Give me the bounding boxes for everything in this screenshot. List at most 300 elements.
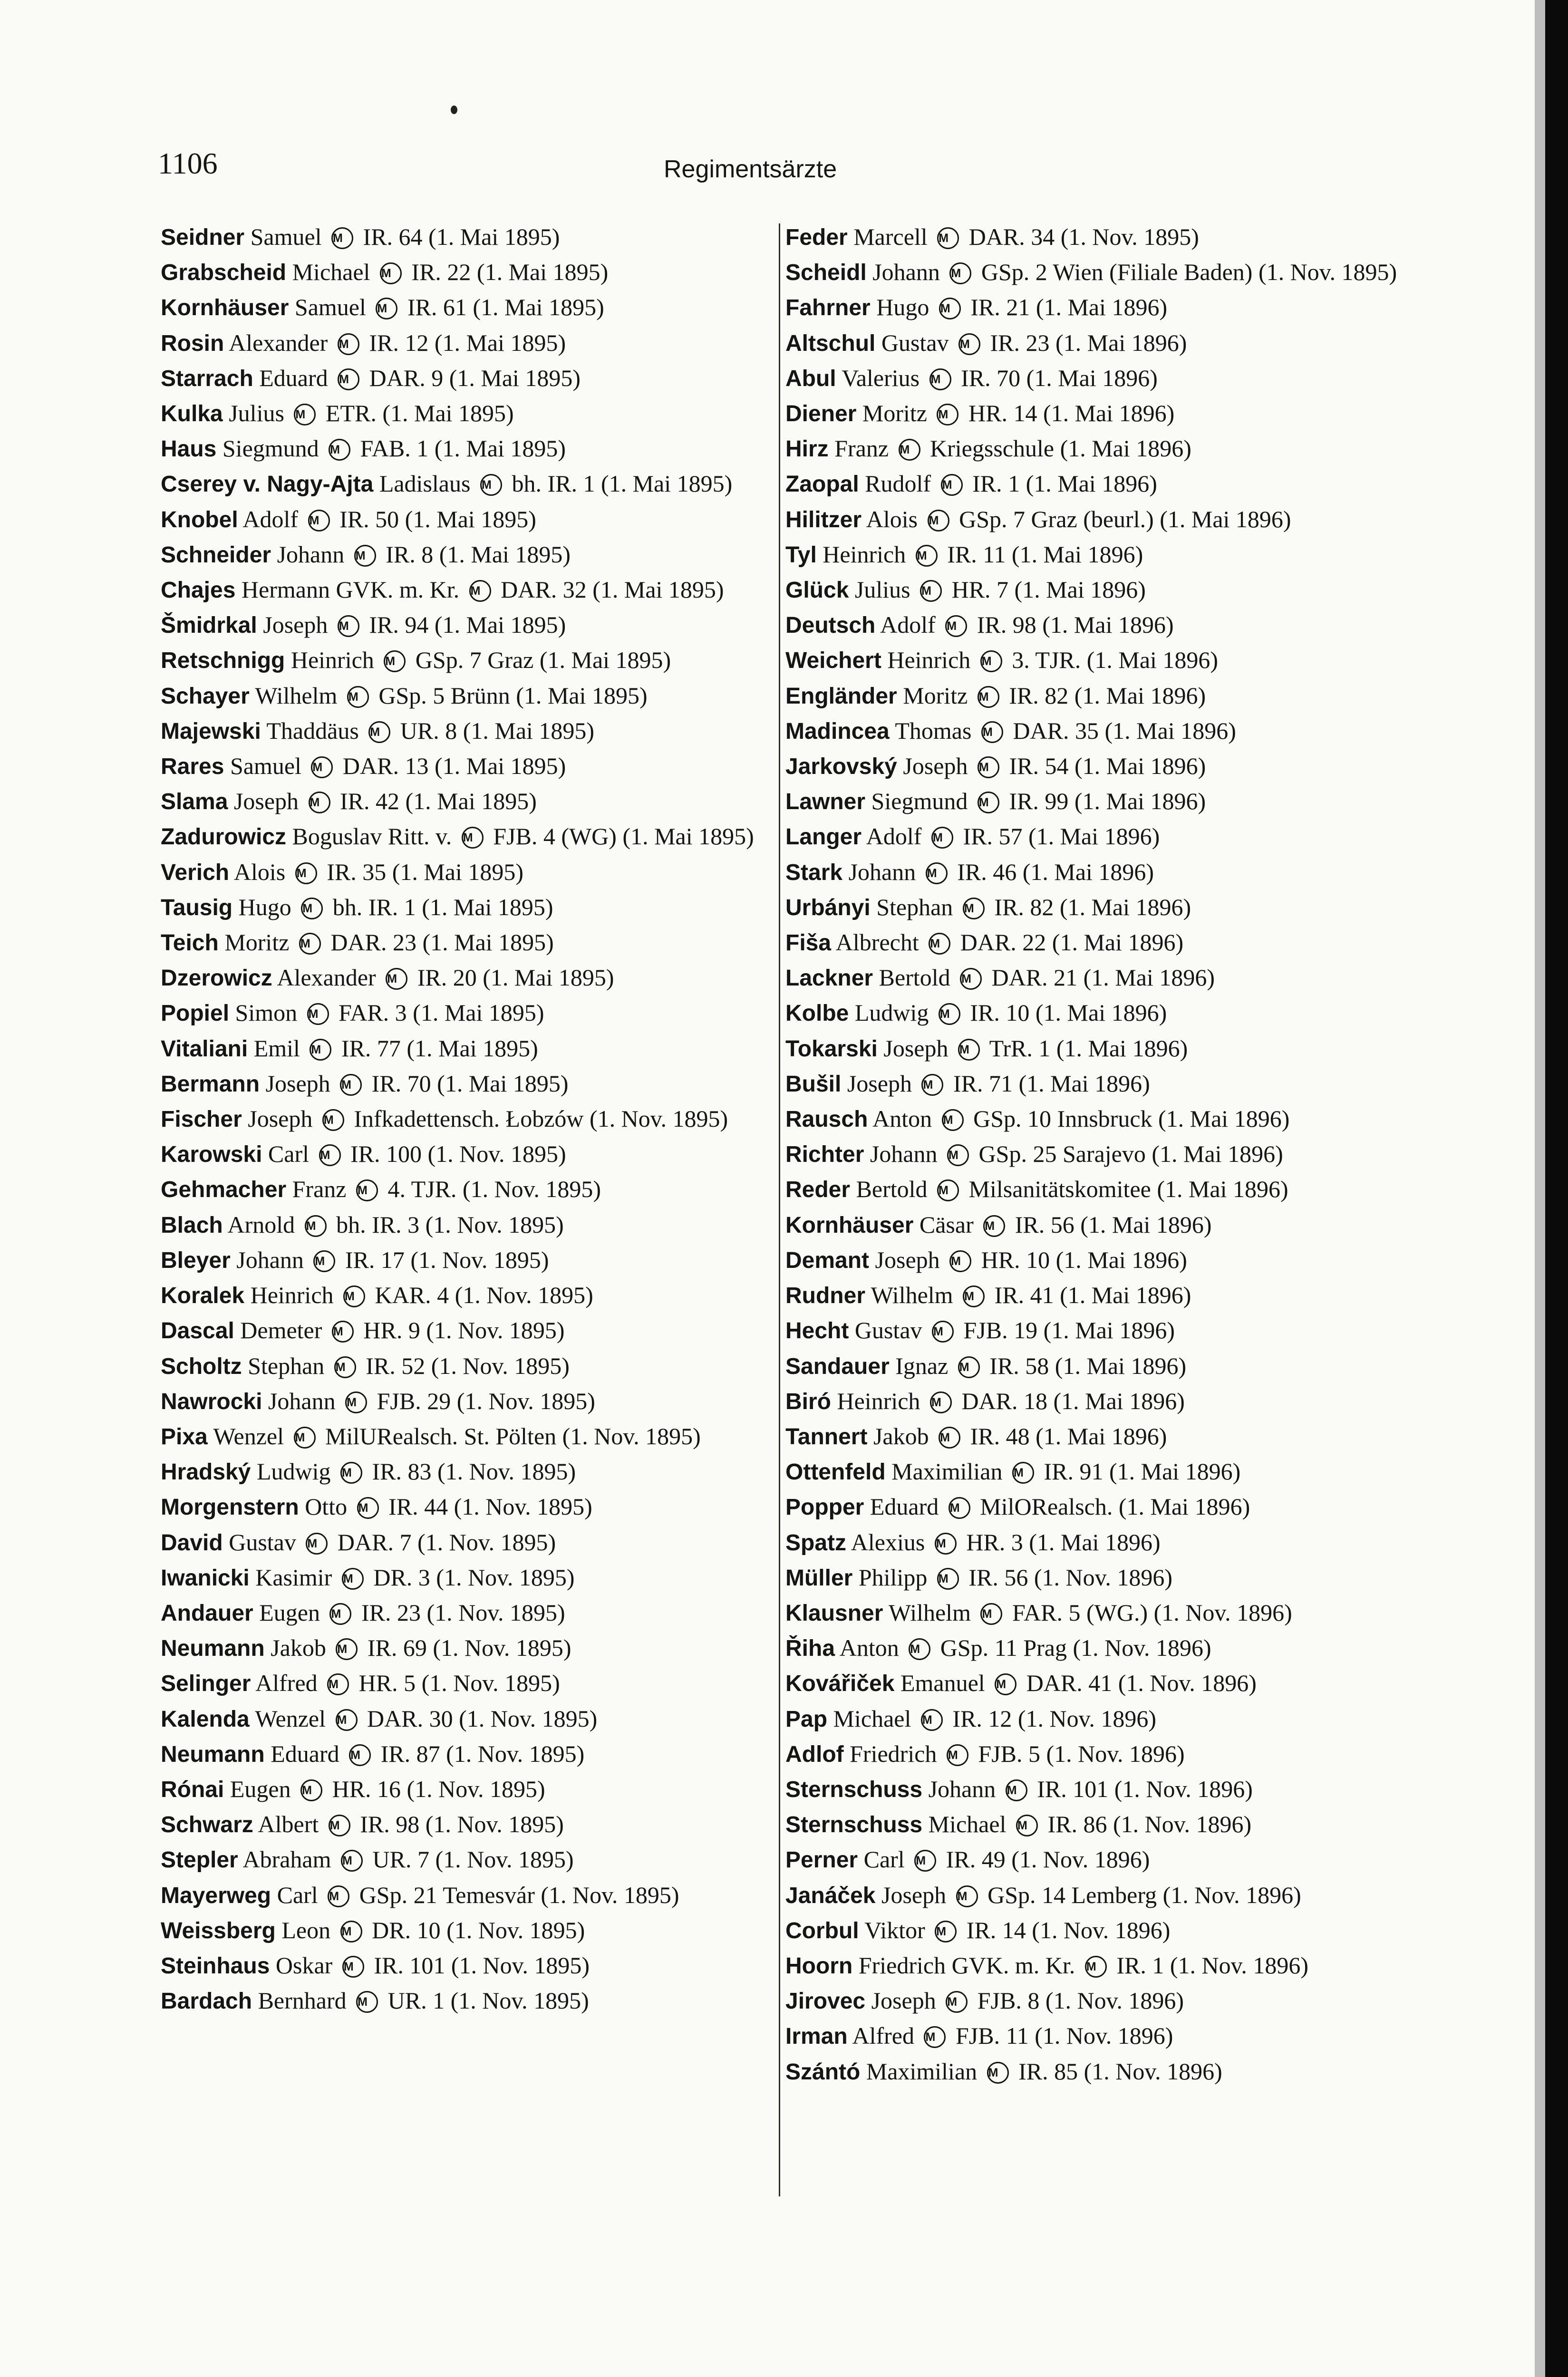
- entry-given-name: Gustav: [854, 1317, 922, 1344]
- register-entry: [785, 1666, 1403, 1701]
- register-entry: [161, 466, 779, 502]
- register-entry: [785, 1031, 1403, 1066]
- entry-given-name: Thaddäus: [266, 717, 359, 744]
- entry-surname: Rónai: [161, 1777, 224, 1802]
- entry-details: IR. 70 (1. Mai 1895): [371, 1070, 569, 1097]
- register-entry: [785, 1172, 1403, 1207]
- entry-surname: Perner: [785, 1847, 858, 1873]
- register-entry: [161, 1525, 779, 1560]
- entry-given-name: Ludwig: [256, 1458, 331, 1485]
- register-entry: [161, 1313, 779, 1348]
- entry-given-name: Hugo: [876, 294, 929, 321]
- m-circle-icon: M: [307, 1003, 329, 1025]
- entry-given-name: Alexander: [277, 964, 376, 991]
- entry-details: FJB. 19 (1. Mai 1896): [963, 1317, 1175, 1344]
- entry-surname: Szántó: [785, 2059, 861, 2085]
- entry-given-name: Joseph: [875, 1246, 940, 1273]
- register-entry: [161, 678, 779, 714]
- entry-details: IR. 23 (1. Nov. 1895): [361, 1599, 565, 1626]
- entry-given-name: Kasimir: [255, 1564, 332, 1591]
- register-entry: [785, 431, 1403, 466]
- entry-details: Milsanitätskomitee (1. Mai 1896): [968, 1176, 1288, 1203]
- entry-details: HR. 10 (1. Mai 1896): [981, 1246, 1187, 1273]
- entry-surname: Tokarski: [785, 1036, 878, 1062]
- register-entry: [161, 1913, 779, 1948]
- entry-details: DAR. 9 (1. Mai 1895): [369, 364, 581, 391]
- entry-details: HR. 5 (1. Nov. 1895): [358, 1670, 560, 1697]
- entry-surname: Adlof: [785, 1741, 844, 1767]
- entry-surname: Weissberg: [161, 1918, 276, 1943]
- m-circle-icon: M: [328, 1885, 349, 1907]
- register-entry: [785, 572, 1403, 608]
- register-entry: [161, 1701, 779, 1737]
- m-circle-icon: M: [338, 368, 359, 390]
- entry-surname: Pap: [785, 1706, 828, 1732]
- register-entry: [785, 1066, 1403, 1102]
- entry-surname: Scholtz: [161, 1353, 242, 1379]
- entry-details: IR. 91 (1. Mai 1896): [1044, 1458, 1241, 1485]
- m-circle-icon: M: [300, 1779, 322, 1801]
- m-circle-icon: M: [336, 1709, 358, 1731]
- entry-given-name: Alfred: [255, 1670, 318, 1697]
- entry-given-name: Friedrich GVK. m. Kr.: [858, 1952, 1075, 1979]
- entry-surname: Jarkovský: [785, 754, 897, 780]
- m-circle-icon: M: [942, 1109, 964, 1131]
- entry-details: IR. 23 (1. Mai 1896): [990, 329, 1187, 356]
- entry-surname: Knobel: [161, 507, 238, 532]
- entry-given-name: Moritz: [903, 682, 968, 709]
- entry-given-name: Bertold: [879, 964, 950, 991]
- m-circle-icon: M: [368, 721, 390, 743]
- m-circle-icon: M: [935, 1533, 957, 1555]
- entry-details: IR. 101 (1. Nov. 1896): [1037, 1775, 1253, 1802]
- entry-surname: Šmidrkal: [161, 613, 257, 638]
- entry-details: IR. 50 (1. Mai 1895): [339, 505, 536, 532]
- register-entry: [161, 502, 779, 537]
- entry-given-name: Thomas: [895, 717, 972, 744]
- entry-details: IR. 48 (1. Mai 1896): [970, 1422, 1167, 1449]
- entry-given-name: Maximilian: [891, 1458, 1003, 1485]
- entry-surname: Zadurowicz: [161, 824, 287, 850]
- register-entry: [785, 361, 1403, 396]
- register-entry: [161, 361, 779, 396]
- register-entry: [161, 643, 779, 678]
- entry-surname: Rosin: [161, 330, 224, 356]
- m-circle-icon: M: [301, 898, 323, 919]
- entry-details: IR. 20 (1. Mai 1895): [417, 964, 614, 991]
- entry-surname: Dascal: [161, 1318, 234, 1344]
- entry-details: 3. TJR. (1. Mai 1896): [1012, 647, 1219, 674]
- entry-details: IR. 1 (1. Mai 1896): [972, 470, 1157, 497]
- entry-surname: Madincea: [785, 718, 890, 744]
- entry-details: FAR. 3 (1. Mai 1895): [339, 999, 544, 1026]
- m-circle-icon: M: [945, 615, 967, 637]
- entry-surname: Kornhäuser: [161, 295, 289, 321]
- entry-details: 4. TJR. (1. Nov. 1895): [387, 1176, 601, 1203]
- register-entry: [161, 1349, 779, 1384]
- entry-surname: Karowski: [161, 1142, 262, 1168]
- entry-surname: Chajes: [161, 578, 236, 603]
- entry-details: FJB. 11 (1. Nov. 1896): [955, 2022, 1173, 2049]
- entry-given-name: Carl: [277, 1881, 318, 1908]
- entry-details: IR. 57 (1. Mai 1896): [963, 823, 1160, 850]
- entry-given-name: Adolf: [880, 611, 936, 638]
- entry-details: IR. 22 (1. Mai 1895): [411, 259, 609, 286]
- entry-details: IR. 52 (1. Nov. 1895): [366, 1352, 570, 1379]
- register-entry: [161, 819, 779, 854]
- register-entry: [161, 1031, 779, 1066]
- m-circle-icon: M: [978, 686, 999, 708]
- register-entry: [785, 255, 1403, 290]
- entry-details: KAR. 4 (1. Nov. 1895): [375, 1282, 593, 1309]
- register-entry: [161, 1454, 779, 1489]
- entry-details: DAR. 21 (1. Mai 1896): [991, 964, 1215, 991]
- entry-given-name: Wilhelm: [255, 682, 338, 709]
- entry-details: IR. 56 (1. Nov. 1896): [968, 1564, 1173, 1591]
- entry-surname: Retschnigg: [161, 648, 285, 674]
- entry-details: GSp. 11 Prag (1. Nov. 1896): [940, 1634, 1211, 1662]
- m-circle-icon: M: [345, 1391, 367, 1413]
- entry-surname: Steinhaus: [161, 1953, 270, 1979]
- entry-surname: Fischer: [161, 1107, 242, 1132]
- entry-surname: Kolbe: [785, 1001, 849, 1026]
- register-entry: [785, 396, 1403, 431]
- register-entry: [785, 643, 1403, 678]
- entry-details: IR. 98 (1. Nov. 1895): [360, 1811, 564, 1838]
- m-circle-icon: M: [958, 1039, 980, 1061]
- entry-given-name: Franz: [834, 435, 889, 462]
- entry-given-name: Johann: [277, 541, 345, 568]
- entry-details: IR. 1 (1. Nov. 1896): [1116, 1952, 1308, 1979]
- register-entry: [161, 1842, 779, 1877]
- entry-details: MilURealsch. St. Pölten (1. Nov. 1895): [325, 1422, 701, 1449]
- entry-surname: Sternschuss: [785, 1777, 923, 1802]
- entry-given-name: Moritz: [224, 929, 290, 956]
- register-entry: [785, 608, 1403, 643]
- m-circle-icon: M: [480, 474, 502, 496]
- entry-surname: Glück: [785, 578, 849, 603]
- register-entry: [785, 2019, 1403, 2054]
- entry-given-name: Bertold: [856, 1176, 928, 1203]
- register-entry: [161, 1419, 779, 1454]
- entry-given-name: Ignaz: [895, 1352, 949, 1379]
- m-circle-icon: M: [947, 1144, 969, 1166]
- m-circle-icon: M: [956, 1885, 978, 1907]
- left-column: [161, 220, 779, 2019]
- m-circle-icon: M: [327, 1673, 349, 1695]
- register-entry: [161, 290, 779, 325]
- register-entry: [161, 1631, 779, 1666]
- entry-given-name: Gustav: [881, 329, 949, 356]
- right-column: [785, 220, 1403, 2089]
- entry-details: IR. 82 (1. Mai 1896): [1009, 682, 1206, 709]
- entry-surname: Kalenda: [161, 1706, 250, 1732]
- entry-details: DR. 3 (1. Nov. 1895): [373, 1564, 575, 1591]
- register-entry: [785, 784, 1403, 819]
- m-circle-icon: M: [958, 333, 980, 355]
- register-entry: [785, 326, 1403, 361]
- entry-given-name: Wenzel: [213, 1422, 284, 1449]
- m-circle-icon: M: [929, 368, 951, 390]
- register-entry: [785, 1772, 1403, 1807]
- entry-given-name: Siegmund: [871, 788, 968, 815]
- m-circle-icon: M: [329, 1603, 351, 1625]
- entry-given-name: Anton: [872, 1105, 932, 1132]
- entry-details: DAR. 35 (1. Mai 1896): [1013, 717, 1236, 744]
- m-circle-icon: M: [921, 1709, 943, 1731]
- m-circle-icon: M: [310, 1039, 331, 1061]
- entry-surname: Schneider: [161, 542, 271, 568]
- m-circle-icon: M: [462, 827, 484, 849]
- entry-surname: Müller: [785, 1565, 853, 1591]
- m-circle-icon: M: [341, 1850, 363, 1872]
- entry-surname: Lawner: [785, 789, 866, 815]
- entry-surname: Bleyer: [161, 1247, 231, 1273]
- entry-given-name: Michael: [833, 1705, 911, 1732]
- register-entry: [161, 1560, 779, 1595]
- m-circle-icon: M: [929, 933, 950, 955]
- entry-given-name: Valerius: [842, 364, 920, 391]
- entry-given-name: Joseph: [233, 788, 299, 815]
- m-circle-icon: M: [932, 1321, 954, 1343]
- register-entry: [785, 1842, 1403, 1877]
- register-entry: [161, 784, 779, 819]
- m-circle-icon: M: [347, 686, 369, 708]
- m-circle-icon: M: [469, 580, 491, 602]
- entry-surname: Neumann: [161, 1636, 265, 1662]
- entry-surname: Řiha: [785, 1636, 835, 1662]
- m-circle-icon: M: [343, 1285, 365, 1307]
- m-circle-icon: M: [322, 1109, 344, 1131]
- entry-surname: Neumann: [161, 1741, 265, 1767]
- entry-details: IR. 94 (1. Mai 1895): [369, 611, 566, 638]
- entry-given-name: Julius: [854, 576, 910, 603]
- entry-surname: Jirovec: [785, 1989, 866, 2014]
- entry-details: GSp. 14 Lemberg (1. Nov. 1896): [987, 1881, 1301, 1908]
- register-entry: [161, 855, 779, 890]
- register-entry: [161, 995, 779, 1031]
- register-entry: [785, 1560, 1403, 1595]
- entry-details: IR. 8 (1. Mai 1895): [386, 541, 571, 568]
- entry-given-name: Jakob: [873, 1422, 929, 1449]
- entry-surname: Seidner: [161, 225, 245, 250]
- register-entry: [161, 714, 779, 749]
- entry-surname: Iwanicki: [161, 1565, 250, 1591]
- entry-given-name: Demeter: [240, 1317, 322, 1344]
- entry-details: FJB. 4 (WG) (1. Mai 1895): [493, 823, 754, 850]
- entry-given-name: Stephan: [248, 1352, 325, 1379]
- entry-details: IR. 101 (1. Nov. 1895): [374, 1952, 590, 1979]
- m-circle-icon: M: [899, 439, 920, 461]
- register-entry: [161, 1489, 779, 1525]
- entry-details: TrR. 1 (1. Mai 1896): [989, 1034, 1188, 1062]
- entry-details: IR. 12 (1. Nov. 1896): [952, 1705, 1157, 1732]
- entry-details: IR. 46 (1. Mai 1896): [957, 858, 1154, 885]
- register-entry: [161, 1102, 779, 1137]
- entry-surname: Kovářiček: [785, 1671, 895, 1697]
- entry-surname: Klausner: [785, 1600, 883, 1626]
- entry-surname: Hirz: [785, 436, 829, 462]
- entry-given-name: Anton: [839, 1634, 899, 1662]
- page-number: 1106: [158, 146, 218, 180]
- entry-details: MilORealsch. (1. Mai 1896): [980, 1493, 1250, 1520]
- entry-surname: Weichert: [785, 648, 881, 674]
- register-entry: [161, 1948, 779, 1983]
- entry-surname: Nawrocki: [161, 1389, 262, 1414]
- entry-given-name: Jakob: [271, 1634, 326, 1662]
- entry-details: DAR. 41 (1. Nov. 1896): [1026, 1670, 1257, 1697]
- entry-given-name: Boguslav Ritt. v.: [292, 823, 452, 850]
- m-circle-icon: M: [340, 1074, 362, 1096]
- entry-given-name: Carl: [268, 1140, 310, 1168]
- m-circle-icon: M: [949, 1250, 971, 1272]
- m-circle-icon: M: [380, 262, 402, 284]
- m-circle-icon: M: [995, 1673, 1016, 1695]
- m-circle-icon: M: [349, 1744, 371, 1766]
- register-entry: [161, 890, 779, 925]
- m-circle-icon: M: [920, 580, 942, 602]
- entry-given-name: Alois: [233, 858, 286, 885]
- entry-given-name: Joseph: [263, 611, 328, 638]
- register-entry: [161, 1666, 779, 1701]
- register-entry: [785, 1701, 1403, 1737]
- m-circle-icon: M: [1016, 1815, 1038, 1836]
- register-entry: [785, 1102, 1403, 1137]
- register-entry: [785, 466, 1403, 502]
- entry-details: Kriegsschule (1. Mai 1896): [930, 435, 1191, 462]
- entry-given-name: Ludwig: [854, 999, 929, 1026]
- entry-given-name: Hermann GVK. m. Kr.: [241, 576, 460, 603]
- entry-given-name: Joseph: [883, 1034, 949, 1062]
- register-entry: [785, 1454, 1403, 1489]
- m-circle-icon: M: [939, 1003, 960, 1025]
- m-circle-icon: M: [941, 474, 963, 496]
- register-entry: [785, 1631, 1403, 1666]
- entry-surname: Tyl: [785, 542, 817, 568]
- entry-details: IR. 17 (1. Nov. 1895): [345, 1246, 549, 1273]
- entry-given-name: Leon: [281, 1916, 331, 1943]
- register-entry: [785, 819, 1403, 854]
- register-entry: [785, 537, 1403, 572]
- entry-details: IR. 42 (1. Mai 1895): [340, 788, 537, 815]
- entry-surname: Altschul: [785, 330, 876, 356]
- m-circle-icon: M: [356, 1179, 378, 1201]
- entry-given-name: Samuel: [294, 294, 366, 321]
- entry-details: IR. 98 (1. Mai 1896): [977, 611, 1174, 638]
- entry-given-name: Alois: [866, 505, 918, 532]
- m-circle-icon: M: [332, 1321, 354, 1343]
- entry-given-name: Johann: [268, 1387, 336, 1414]
- m-circle-icon: M: [939, 298, 961, 319]
- entry-given-name: Heinrich: [837, 1387, 920, 1414]
- entry-surname: Sternschuss: [785, 1812, 923, 1838]
- entry-given-name: Moritz: [862, 400, 927, 427]
- entry-surname: Blach: [161, 1212, 223, 1238]
- entry-surname: Grabscheid: [161, 260, 287, 286]
- entry-details: IR. 87 (1. Nov. 1895): [380, 1740, 585, 1767]
- entry-given-name: Joseph: [265, 1070, 330, 1097]
- entry-given-name: Johann: [870, 1140, 938, 1168]
- entry-surname: Vitaliani: [161, 1036, 248, 1062]
- entry-details: bh. IR. 1 (1. Mai 1895): [332, 893, 553, 920]
- register-entry: [785, 1243, 1403, 1278]
- register-entry: [785, 1737, 1403, 1772]
- m-circle-icon: M: [340, 1921, 362, 1942]
- m-circle-icon: M: [939, 1427, 960, 1449]
- entry-surname: Stark: [785, 860, 843, 885]
- entry-details: DAR. 18 (1. Mai 1896): [961, 1387, 1185, 1414]
- register-entry: [785, 1595, 1403, 1631]
- register-entry: [785, 1384, 1403, 1419]
- m-circle-icon: M: [306, 1533, 328, 1555]
- entry-given-name: Joseph: [847, 1070, 912, 1097]
- entry-given-name: Alexius: [851, 1528, 925, 1556]
- entry-given-name: Eugen: [230, 1775, 291, 1802]
- register-entry: [785, 855, 1403, 890]
- register-entry: [161, 537, 779, 572]
- m-circle-icon: M: [305, 1215, 327, 1237]
- entry-surname: Teich: [161, 930, 219, 956]
- m-circle-icon: M: [357, 1497, 379, 1519]
- entry-details: HR. 3 (1. Mai 1896): [966, 1528, 1161, 1556]
- register-entry: [785, 925, 1403, 960]
- m-circle-icon: M: [376, 298, 397, 319]
- entry-given-name: Eduard: [870, 1493, 939, 1520]
- register-entry: [785, 1208, 1403, 1243]
- entry-surname: Hradský: [161, 1459, 251, 1485]
- register-entry: [785, 1525, 1403, 1560]
- entry-details: IR. 41 (1. Mai 1896): [994, 1282, 1191, 1309]
- register-entry: [785, 714, 1403, 749]
- entry-details: IR. 86 (1. Nov. 1896): [1047, 1811, 1252, 1838]
- entry-given-name: Ladislaus: [379, 470, 471, 497]
- entry-given-name: Wilhelm: [889, 1599, 971, 1626]
- register-entry: [161, 1772, 779, 1807]
- entry-surname: Majewski: [161, 718, 261, 744]
- entry-given-name: Heinrich: [250, 1282, 334, 1309]
- m-circle-icon: M: [937, 227, 959, 249]
- entry-surname: Slama: [161, 789, 228, 815]
- entry-details: DAR. 30 (1. Nov. 1895): [367, 1705, 598, 1732]
- running-head: Regimentsärzte: [664, 155, 837, 183]
- register-entry: [161, 326, 779, 361]
- entry-surname: Urbányi: [785, 895, 871, 920]
- entry-details: HR. 14 (1. Mai 1896): [968, 400, 1175, 427]
- entry-details: UR. 1 (1. Nov. 1895): [387, 1987, 589, 2014]
- m-circle-icon: M: [342, 1568, 364, 1590]
- entry-surname: Selinger: [161, 1671, 251, 1697]
- entry-details: IR. 83 (1. Nov. 1895): [372, 1458, 576, 1485]
- register-entry: [785, 1983, 1403, 2019]
- register-entry: [161, 1243, 779, 1278]
- entry-given-name: Hugo: [238, 893, 291, 920]
- entry-details: DAR. 23 (1. Mai 1895): [330, 929, 554, 956]
- entry-given-name: Emanuel: [900, 1670, 985, 1697]
- m-circle-icon: M: [980, 650, 1002, 672]
- m-circle-icon: M: [914, 1850, 936, 1872]
- entry-given-name: Wenzel: [255, 1705, 326, 1732]
- m-circle-icon: M: [308, 510, 330, 531]
- register-entry: [785, 749, 1403, 784]
- entry-given-name: Albert: [258, 1811, 319, 1838]
- register-entry: [161, 220, 779, 255]
- entry-details: HR. 9 (1. Nov. 1895): [363, 1317, 565, 1344]
- entry-details: IR. 99 (1. Mai 1896): [1009, 788, 1206, 815]
- entry-surname: Pixa: [161, 1424, 208, 1449]
- entry-surname: Schwarz: [161, 1812, 253, 1838]
- m-circle-icon: M: [386, 968, 407, 990]
- entry-given-name: Viktor: [864, 1916, 925, 1943]
